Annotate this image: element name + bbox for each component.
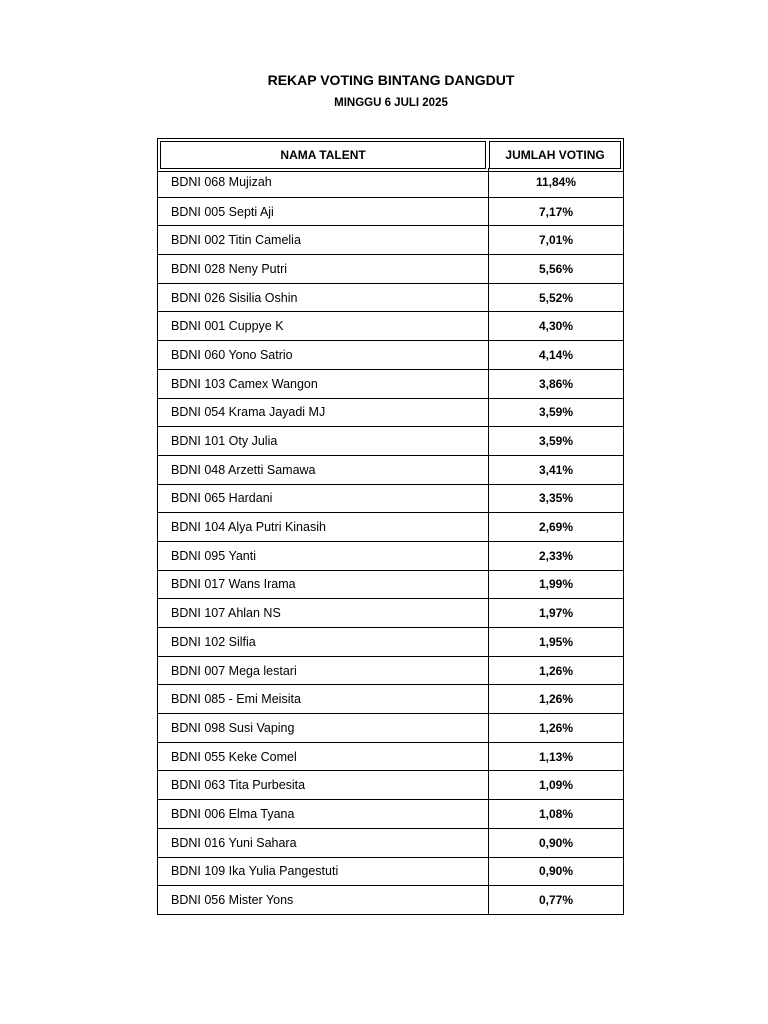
table-row: [158, 799, 623, 828]
table-row: [158, 713, 623, 742]
voting-table-body: [157, 168, 624, 915]
talent-name-cell: BDNI 007 Mega lestari: [158, 657, 489, 685]
vote-percentage-cell: 1,26%: [538, 692, 574, 707]
vote-percentage-cell: 4,14%: [538, 347, 574, 362]
column-header-vote: JUMLAH VOTING: [489, 141, 621, 169]
vote-percentage-cell: 7,01%: [538, 233, 574, 248]
column-header-name: NAMA TALENT: [160, 141, 486, 169]
table-row: [158, 340, 623, 369]
vote-percentage-cell: 3,59%: [538, 434, 574, 449]
vote-percentage-cell: 1,08%: [538, 806, 574, 821]
table-row: [158, 197, 623, 226]
vote-percentage-cell: 0,90%: [538, 864, 574, 879]
table-row: [158, 627, 623, 656]
talent-name-cell: BDNI 005 Septi Aji: [158, 198, 489, 226]
vote-percentage-cell: 1,09%: [538, 778, 574, 793]
vote-percentage-cell: 0,90%: [538, 835, 574, 850]
vote-percentage-cell: 1,26%: [538, 663, 574, 678]
table-row: [158, 570, 623, 599]
vote-percentage-cell: 1,99%: [538, 577, 574, 592]
talent-name-cell: BDNI 060 Yono Satrio: [158, 341, 489, 369]
vote-percentage-cell: 2,33%: [538, 548, 574, 563]
talent-name-cell: BDNI 055 Keke Comel: [158, 743, 489, 771]
table-row: [158, 311, 623, 340]
vote-percentage-cell: 2,69%: [538, 520, 574, 535]
table-row: [158, 455, 623, 484]
table-row: [158, 398, 623, 427]
table-row: [158, 426, 623, 455]
vote-percentage-cell: 1,97%: [538, 606, 574, 621]
talent-name-cell: BDNI 101 Oty Julia: [158, 427, 489, 455]
talent-name-cell: BDNI 054 Krama Jayadi MJ: [158, 399, 489, 427]
talent-name-cell: BDNI 002 Titin Camelia: [158, 226, 489, 254]
talent-name-cell: BDNI 028 Neny Putri: [158, 255, 489, 283]
vote-percentage-cell: 3,86%: [538, 376, 574, 391]
table-row: [158, 770, 623, 799]
talent-name-cell: BDNI 103 Camex Wangon: [158, 370, 489, 398]
talent-name-cell: BDNI 016 Yuni Sahara: [158, 829, 489, 857]
talent-name-cell: BDNI 109 Ika Yulia Pangestuti: [158, 858, 489, 886]
table-header: [157, 138, 624, 172]
vote-percentage-cell: 1,13%: [538, 749, 574, 764]
table-row: [158, 684, 623, 713]
table-row: [158, 598, 623, 627]
vote-percentage-cell: 5,56%: [538, 261, 574, 276]
talent-name-cell: BDNI 098 Susi Vaping: [158, 714, 489, 742]
talent-name-cell: BDNI 001 Cuppye K: [158, 312, 489, 340]
table-row: [158, 541, 623, 570]
table-row: [158, 512, 623, 541]
talent-name-cell: BDNI 017 Wans Irama: [158, 571, 489, 599]
page-subtitle: MINGGU 6 JULI 2025: [334, 97, 448, 109]
vote-percentage-cell: 11,84%: [535, 175, 577, 190]
vote-percentage-cell: 3,41%: [538, 462, 574, 477]
talent-name-cell: BDNI 026 Sisilia Oshin: [158, 284, 489, 312]
vote-percentage-cell: 0,77%: [538, 893, 574, 908]
talent-name-cell: BDNI 085 - Emi Meisita: [158, 685, 489, 713]
table-row: [158, 254, 623, 283]
vote-percentage-cell: 3,35%: [538, 491, 574, 506]
table-row: [158, 656, 623, 685]
table-row: [158, 168, 623, 197]
talent-name-cell: BDNI 095 Yanti: [158, 542, 489, 570]
talent-name-cell: BDNI 048 Arzetti Samawa: [158, 456, 489, 484]
vote-percentage-cell: 4,30%: [538, 319, 574, 334]
vote-percentage-cell: 3,59%: [538, 405, 574, 420]
table-row: [158, 484, 623, 513]
table-row: [158, 885, 623, 914]
vote-percentage-cell: 1,26%: [538, 720, 574, 735]
table-row: [158, 828, 623, 857]
talent-name-cell: BDNI 068 Mujizah: [158, 168, 489, 197]
table-row: [158, 857, 623, 886]
vote-percentage-cell: 1,95%: [538, 634, 574, 649]
header-row: [160, 141, 621, 169]
talent-name-cell: BDNI 102 Silfia: [158, 628, 489, 656]
table-row: [158, 283, 623, 312]
talent-name-cell: BDNI 104 Alya Putri Kinasih: [158, 513, 489, 541]
talent-name-cell: BDNI 107 Ahlan NS: [158, 599, 489, 627]
table-row: [158, 742, 623, 771]
talent-name-cell: BDNI 063 Tita Purbesita: [158, 771, 489, 799]
page-title: REKAP VOTING BINTANG DANGDUT: [267, 72, 515, 88]
table-row: [158, 369, 623, 398]
vote-percentage-cell: 7,17%: [538, 204, 574, 219]
talent-name-cell: BDNI 056 Mister Yons: [158, 886, 489, 914]
table-row: [158, 225, 623, 254]
vote-percentage-cell: 5,52%: [538, 290, 574, 305]
talent-name-cell: BDNI 065 Hardani: [158, 485, 489, 513]
talent-name-cell: BDNI 006 Elma Tyana: [158, 800, 489, 828]
